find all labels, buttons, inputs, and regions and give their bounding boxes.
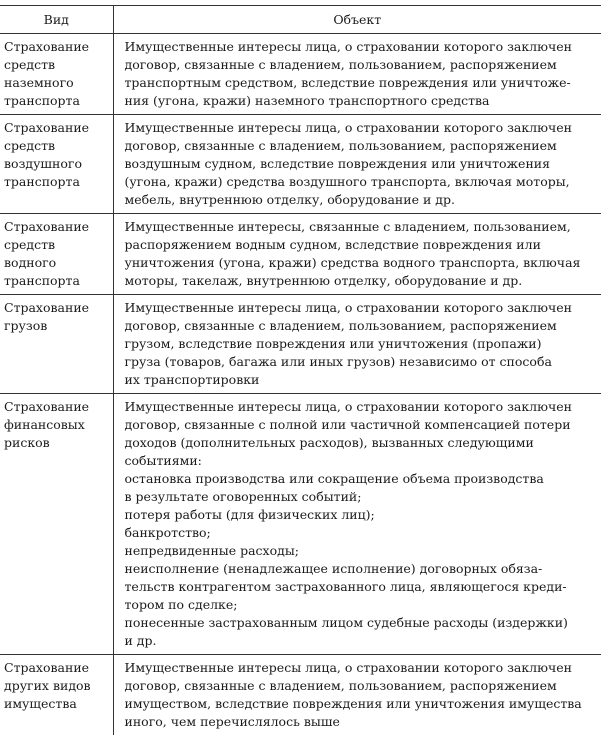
insurance-object-line: договор, связанные с владением, пользованием, распоряжением: [125, 317, 598, 335]
insurance-kind-line: рисков: [4, 434, 111, 452]
insurance-kind-line: грузов: [4, 317, 111, 335]
column-header-kind: Вид: [0, 6, 113, 34]
insurance-kind-line: Страхование: [4, 299, 111, 317]
insurance-object-line: Имущественные интересы лица, о страховании которого заключен: [125, 299, 598, 317]
insurance-kind-line: наземного: [4, 74, 111, 92]
insurance-object-line: воздушным судном, вследствие повреждения или уничтожения: [125, 155, 598, 173]
insurance-kind-line: Страхование: [4, 218, 111, 236]
insurance-object-line: их транспортировки: [125, 371, 598, 389]
insurance-kind-line: транспорта: [4, 272, 111, 290]
insurance-object-line: потеря работы (для физических лиц);: [125, 506, 598, 524]
insurance-object-line: договор, связанные с полной или частичной компенсацией потери: [125, 416, 598, 434]
insurance-object-line: событиями:: [125, 452, 598, 470]
insurance-object-line: Имущественные интересы, связанные с владением, пользованием,: [125, 218, 598, 236]
insurance-object-line: Имущественные интересы лица, о страховании которого заключен: [125, 119, 598, 137]
table-row: [0, 115, 601, 214]
insurance-object-line: договор, связанные с владением, пользованием, распоряжением: [125, 137, 598, 155]
insurance-object-line: груза (товаров, багажа или иных грузов) независимо от способа: [125, 353, 598, 371]
insurance-object-line: моторы, такелаж, внутреннюю отделку, оборудование и др.: [125, 272, 598, 290]
insurance-object-line: Имущественные интересы лица, о страховании которого заключен: [125, 398, 598, 416]
insurance-object-line: ния (угона, кражи) наземного транспортного средства: [125, 92, 598, 110]
table-row: [0, 394, 601, 655]
insurance-kind-cell: [0, 655, 113, 735]
insurance-object-cell: [113, 214, 601, 295]
insurance-object-line: мебель, внутреннюю отделку, оборудование и др.: [125, 191, 598, 209]
insurance-object-line: и др.: [125, 632, 598, 650]
insurance-object-line: Имущественные интересы лица, о страховании которого заключен: [125, 659, 598, 677]
insurance-kind-cell: [0, 295, 113, 394]
insurance-kind-line: воздушного: [4, 155, 111, 173]
insurance-object-line: тором по сделке;: [125, 596, 598, 614]
insurance-kind-cell: [0, 394, 113, 655]
insurance-object-line: транспортным средством, вследствие повреждения или уничтоже-: [125, 74, 598, 92]
insurance-object-cell: [113, 295, 601, 394]
insurance-object-line: доходов (дополнительных расходов), вызванных следующими: [125, 434, 598, 452]
insurance-kind-line: средств: [4, 236, 111, 254]
insurance-kind-line: Страхование: [4, 659, 111, 677]
insurance-object-line: понесенные застрахованным лицом судебные расходы (издержки): [125, 614, 598, 632]
insurance-types-table: [0, 5, 601, 735]
insurance-kind-line: средств: [4, 56, 111, 74]
insurance-object-line: непредвиденные расходы;: [125, 542, 598, 560]
insurance-kind-line: Страхование: [4, 398, 111, 416]
insurance-kind-cell: [0, 34, 113, 115]
insurance-object-line: имуществом, вследствие повреждения или уничтожения имущества: [125, 695, 598, 713]
table-row: [0, 655, 601, 735]
insurance-kind-line: других видов: [4, 677, 111, 695]
insurance-kind-line: Страхование: [4, 38, 111, 56]
insurance-object-line: грузом, вследствие повреждения или уничтожения (пропажи): [125, 335, 598, 353]
table-row: [0, 34, 601, 115]
table-row: [0, 295, 601, 394]
insurance-object-line: уничтожения (угона, кражи) средства водного транспорта, включая: [125, 254, 598, 272]
insurance-object-cell: [113, 34, 601, 115]
insurance-kind-line: имущества: [4, 695, 111, 713]
insurance-object-line: распоряжением водным судном, вследствие повреждения или: [125, 236, 598, 254]
insurance-object-line: договор, связанные с владением, пользованием, распоряжением: [125, 56, 598, 74]
insurance-kind-line: транспорта: [4, 173, 111, 191]
insurance-object-line: иного, чем перечислялось выше: [125, 713, 598, 731]
insurance-object-line: неисполнение (ненадлежащее исполнение) договорных обяза-: [125, 560, 598, 578]
insurance-object-line: (угона, кражи) средства воздушного транспорта, включая моторы,: [125, 173, 598, 191]
insurance-object-cell: [113, 655, 601, 735]
table-header-row: [0, 6, 601, 34]
insurance-kind-cell: [0, 115, 113, 214]
insurance-kind-line: финансовых: [4, 416, 111, 434]
insurance-kind-line: средств: [4, 137, 111, 155]
insurance-object-line: договор, связанные с владением, пользованием, распоряжением: [125, 677, 598, 695]
insurance-kind-line: Страхование: [4, 119, 111, 137]
insurance-kind-line: транспорта: [4, 92, 111, 110]
insurance-object-line: Имущественные интересы лица, о страховании которого заключен: [125, 38, 598, 56]
insurance-object-line: остановка производства или сокращение объема производства: [125, 470, 598, 488]
insurance-object-line: в результате оговоренных событий;: [125, 488, 598, 506]
insurance-kind-cell: [0, 214, 113, 295]
insurance-object-line: тельств контрагентом застрахованного лица, являющегося креди-: [125, 578, 598, 596]
insurance-object-line: банкротство;: [125, 524, 598, 542]
column-header-object: Объект: [113, 6, 601, 34]
insurance-kind-line: водного: [4, 254, 111, 272]
insurance-object-cell: [113, 394, 601, 655]
table-body: [0, 34, 601, 735]
table-row: [0, 214, 601, 295]
insurance-object-cell: [113, 115, 601, 214]
